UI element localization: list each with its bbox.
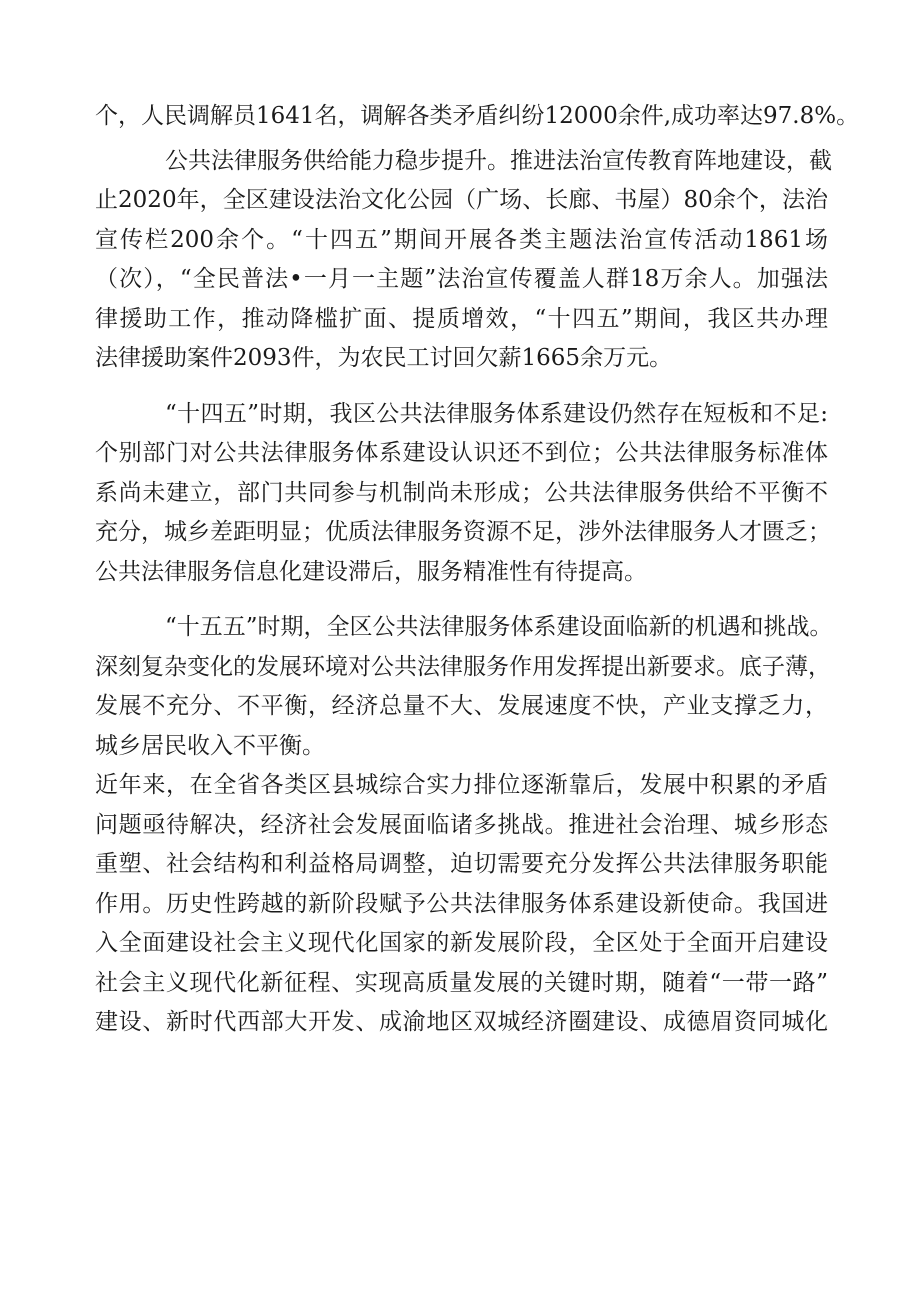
- text-line: 近年来，在全省各类区县城综合实力排位逐渐靠后，发展中积累的矛盾: [95, 772, 828, 798]
- text-line: 法律援助案件2093件，为农民工讨回欠薪1665余万元。: [95, 345, 673, 371]
- text-line: 作用。历史性跨越的新阶段赋予公共法律服务体系建设新使命。我国进: [95, 890, 828, 917]
- text-line: 公共法律服务供给能力稳步提升。推进法治宣传教育阵地建设，截: [165, 147, 832, 174]
- text-line: 个，人民调解员1641名，调解各类矛盾纠纷12000余件,成功率达97.8%。: [95, 103, 860, 129]
- paragraph-supply-capacity: [95, 142, 832, 379]
- text-line: 社会主义现代化新征程、实现高质量发展的关键时期，随着“一带一路”: [95, 969, 828, 996]
- text-line: 问题亟待解决，经济社会发展面临诸多挑战。推进社会治理、城乡形态: [95, 811, 828, 838]
- paragraph-mediation-stats: [95, 97, 860, 137]
- text-line: “十五五”时期，全区公共法律服务体系建设面临新的机遇和挑战。: [165, 614, 833, 640]
- text-line: 充分，城乡差距明显；优质法律服务资源不足，涉外法律服务人才匮乏；: [95, 519, 831, 545]
- paragraph-shortcomings: [95, 395, 831, 593]
- text-line: 律援助工作，推动降槛扩面、提质增效，“十四五”期间，我区共办理: [95, 305, 828, 332]
- text-line: 入全面建设社会主义现代化国家的新发展阶段，全区处于全面开启建设: [95, 930, 828, 956]
- text-line: 发展不充分、不平衡，经济总量不大、发展速度不快，产业支撑乏力，: [95, 693, 828, 719]
- paragraph-opportunities: [95, 608, 833, 766]
- text-line: 深刻复杂变化的发展环境对公共法律服务作用发挥提出新要求。底子薄，: [95, 653, 831, 680]
- text-line: 建设、新时代西部大开发、成渝地区双城经济圈建设、成德眉资同城化: [95, 1009, 828, 1035]
- text-line: 重塑、社会结构和利益格局调整，迫切需要充分发挥公共法律服务职能: [95, 851, 828, 877]
- text-line: （次），“全民普法•一月一主题”法治宣传覆盖人群18万余人。加强法: [95, 266, 828, 292]
- text-line: 公共法律服务信息化建设滞后，服务精准性有待提高。: [95, 558, 647, 585]
- text-line: 个别部门对公共法律服务体系建设认识还不到位；公共法律服务标准体: [95, 440, 828, 466]
- text-line: “十四五”时期，我区公共法律服务体系建设仍然存在短板和不足:: [165, 400, 828, 427]
- text-line: 城乡居民收入不平衡。: [95, 732, 325, 759]
- paragraph-recent-years: [95, 766, 828, 1043]
- text-line: 宣传栏200余个。“十四五”期间开展各类主题法治宣传活动1861场: [95, 226, 828, 253]
- text-line: 止2020年，全区建设法治文化公园（广场、长廊、书屋）80余个，法治: [95, 187, 828, 213]
- text-line: 系尚未建立，部门共同参与机制尚未形成；公共法律服务供给不平衡不: [95, 479, 828, 506]
